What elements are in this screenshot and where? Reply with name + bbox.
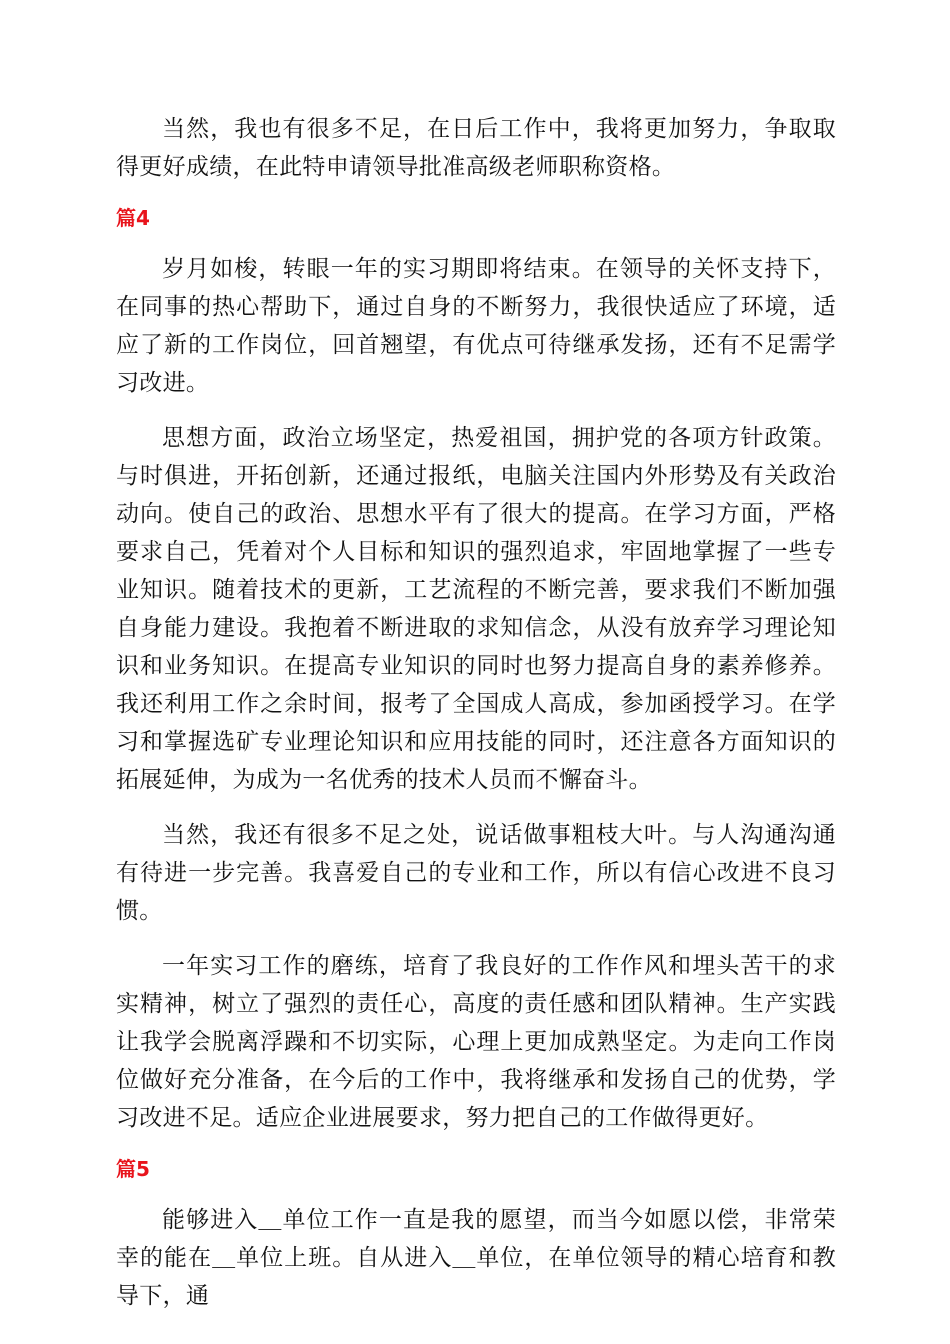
paragraph: 当然，我还有很多不足之处，说话做事粗枝大叶。与人沟通沟通有待进一步完善。我喜爱自己的专业和工作，所以有信心改进不良习惯。 <box>116 822 836 924</box>
section-heading: 篇4 <box>116 206 150 230</box>
document-body <box>116 110 836 1332</box>
paragraph: 思想方面，政治立场坚定，热爱祖国，拥护党的各项方针政策。与时俱进，开拓创新，还通过报纸，电脑关注国内外形势及有关政治动向。使自己的政治、思想水平有了很大的提高。在学习方面，严格要求自己，凭着对个人目标和知识的强烈追求，牢固地掌握了一些专业知识。随着技术的更新，工艺流程的不断完善，要求我们不断加强自身能力建设。我抱着不断进取的求知信念，从没有放弃学习理论知识和业务知识。在提高专业知识的同时也努力提高自身的素养修养。我还利用工作之余时间，报考了全国成人高成，参加函授学习。在学习和掌握选矿专业理论知识和应用技能的同时，还注意各方面知识的拓展延伸，为成为一名优秀的技术人员而不懈奋斗。 <box>116 425 836 793</box>
section-heading: 篇5 <box>116 1157 150 1181</box>
paragraph: 岁月如梭，转眼一年的实习期即将结束。在领导的关怀支持下，在同事的热心帮助下，通过自身的不断努力，我很快适应了环境，适应了新的工作岗位，回首翘望，有优点可待继承发扬，还有不足需学习改进。 <box>116 256 836 396</box>
paragraph: 能够进入＿单位工作一直是我的愿望，而当今如愿以偿，非常荣幸的能在＿单位上班。自从进入＿单位，在单位领导的精心培育和教导下，通 <box>116 1207 836 1309</box>
paragraph: 一年实习工作的磨练，培育了我良好的工作作风和埋头苦干的求实精神，树立了强烈的责任心，高度的责任感和团队精神。生产实践让我学会脱离浮躁和不切实际，心理上更加成熟坚定。为走向工作岗位做好充分准备，在今后的工作中，我将继承和发扬自己的优势，学习改进不足。适应企业进展要求，努力把自己的工作做得更好。 <box>116 953 836 1131</box>
paragraph: 当然，我也有很多不足，在日后工作中，我将更加努力，争取取得更好成绩，在此特申请领导批准高级老师职称资格。 <box>116 116 836 180</box>
